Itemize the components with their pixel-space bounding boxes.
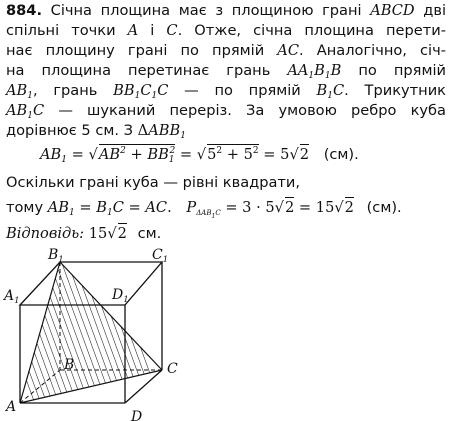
text-line-3 bbox=[6, 42, 446, 60]
math-line: $B_1C$ bbox=[316, 82, 345, 101]
text-fragment: . Отже, січна площина перети- bbox=[177, 22, 446, 39]
vertex-label-a: A bbox=[6, 399, 17, 415]
unit-label: (см). bbox=[366, 199, 402, 216]
section-triangle bbox=[20, 262, 162, 403]
math-point: A bbox=[127, 22, 139, 39]
text-fragment: спільні точки bbox=[6, 22, 116, 39]
math-point: C bbox=[166, 22, 178, 39]
math-line: $AB_1$ bbox=[6, 82, 33, 101]
math-triangle: $\Delta ABB_1$ bbox=[137, 122, 186, 141]
math-triangle: $AB_1C$ bbox=[6, 102, 45, 121]
text-line-1 bbox=[6, 2, 446, 20]
text-fragment: Січна площина має з площиною грані bbox=[50, 2, 362, 19]
formula-ab1: $AB_1 = √AB^2 + BB_1^2 = √5^2 + 5^2 = 5√2$ (см). bbox=[40, 146, 359, 165]
vertex-label-d: D bbox=[131, 409, 143, 421]
text-fragment: Оскільки грані куба — рівні квадрати, bbox=[6, 174, 301, 191]
text-line-6 bbox=[6, 102, 446, 120]
cube-edges bbox=[20, 262, 162, 403]
math-face: $AA_1B_1B$ bbox=[287, 62, 342, 81]
math-face: $BB_1C_1C$ bbox=[113, 82, 169, 101]
vertex-label-b: B bbox=[64, 357, 75, 373]
text-fragment: по прямій bbox=[358, 62, 446, 79]
text-fragment: і bbox=[150, 22, 155, 39]
vertex-label-c: C bbox=[167, 361, 178, 377]
answer-unit: см. bbox=[137, 225, 162, 242]
vertex-label-b1: $B_1$ bbox=[48, 247, 64, 265]
text-fragment: на площина перетинає грань bbox=[6, 62, 271, 79]
text-fragment: . Аналогічно, січ- bbox=[299, 42, 447, 59]
problem-number: 884. bbox=[6, 2, 43, 19]
text-fragment: тому bbox=[6, 199, 44, 216]
answer-label: Відповідь: bbox=[6, 225, 85, 242]
vertex-label-d1: $D_1$ bbox=[112, 287, 129, 305]
answer-line: Відповідь: 15√2 см. bbox=[6, 225, 162, 242]
unit-label: (см). bbox=[323, 146, 359, 163]
text-fragment: , грань bbox=[33, 82, 98, 99]
text-line-4 bbox=[6, 62, 446, 80]
text-fragment: дорівнює 5 см. З bbox=[6, 122, 134, 139]
cube-figure bbox=[0, 245, 200, 421]
text-line-2 bbox=[6, 22, 446, 40]
text-line-7 bbox=[6, 122, 446, 140]
text-line-10: тому $AB_1 = B_1C$ = AC. $P_{\Delta AB_1C} = 3 \cdot 5√2 = 15√2$ (см). bbox=[6, 199, 402, 220]
text-fragment: — шуканий переріз. За умовою ребро куба bbox=[58, 102, 446, 119]
text-line-5 bbox=[6, 82, 446, 100]
text-fragment: нає площину грані по прямій bbox=[6, 42, 265, 59]
text-fragment: . Трикутник bbox=[344, 82, 446, 99]
text-fragment: — по прямій bbox=[184, 82, 301, 99]
text-fragment: дві bbox=[423, 2, 446, 19]
math-line: AC bbox=[277, 42, 300, 59]
hidden-edges bbox=[20, 262, 162, 403]
section-hatching bbox=[0, 245, 176, 421]
math-face: ABCD bbox=[370, 2, 415, 19]
vertex-label-a1: $A_1$ bbox=[4, 288, 20, 306]
text-line-9 bbox=[6, 174, 446, 192]
vertex-label-c1: $C_1$ bbox=[152, 247, 169, 265]
